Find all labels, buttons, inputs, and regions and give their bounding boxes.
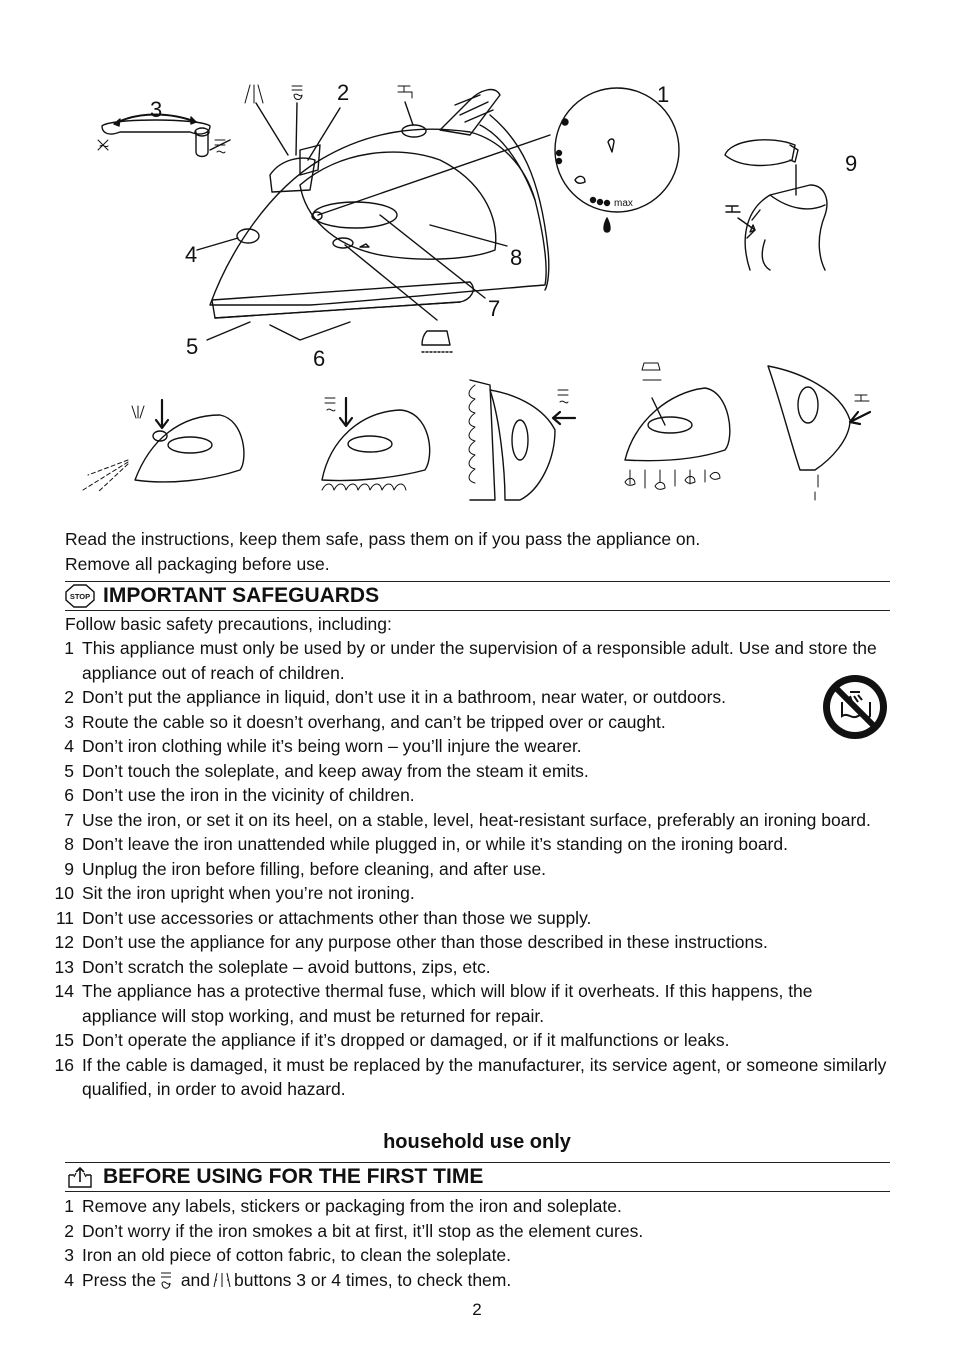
list-item: 11 Don’t use accessories or attachments other than those we supply. [55,907,592,928]
list-item: 9 Unplug the iron before filling, before cleaning, and after use. [64,858,547,879]
list-item: 2 Don’t put the appliance in liquid, don’t use it in a bathroom, near water, or outdoors. [64,687,727,707]
stop-icon [65,584,95,608]
list-item: 15 Don’t operate the appliance if it’s dropped or damaged, or if it malfunctions or leaks. [54,1030,730,1050]
callout-5: 5 [186,334,199,359]
callout-7: 7 [488,296,501,321]
list-item: 8 Don’t leave the iron unattended while plugged in, or while it’s standing on the ironing board. [64,834,788,854]
callout-2: 2 [337,80,350,105]
list-item: 3 Route the cable so it doesn’t overhang, and can’t be tripped over or caught. [64,711,666,732]
first-time-list [0,1194,892,1295]
list-item: 1 Remove any labels, stickers or packaging from the iron and soleplate. [64,1196,622,1216]
callout-6: 6 [313,346,326,371]
list-item: 2 Don’t worry if the iron smokes a bit at first, it’ll stop as the element cures. [64,1220,644,1241]
list-item: 12 Don’t use the appliance for any purpose other than those described in these instructions. [54,932,768,952]
callout-1: 1 [657,82,670,107]
spray-icon [213,1271,231,1296]
dial-max-label: max [614,198,633,209]
first-time-title: BEFORE USING FOR THE FIRST TIME [103,1165,484,1188]
safeguards-list [0,636,892,1102]
callout-9: 9 [845,151,858,176]
list-item: 16 If the cable is damaged, it must be replaced by the manufacturer, its service agent, or someone similarly qualified, in order to avoid hazard. [54,1054,887,1099]
list-item: 7 Use the iron, or set it on its heel, on a stable, level, heat-resistant surface, preferably an ironing board. [64,809,871,830]
unpack-box-icon [65,1165,95,1189]
main-iron-drawing [98,85,550,340]
vertical-steam-drawing [469,380,575,500]
list-item: 14 The appliance has a protective thermal fuse, which will blow if it overheats. If this happens, the appliance will stop working, and must be returned for repair. [54,981,813,1026]
list-item: 1 This appliance must only be used by or under the supervision of a responsible adult. Use and store the appliance out of reach of children. [64,638,877,683]
iron-illustration [0,0,954,520]
empty-tank-drawing [768,366,870,500]
steam-burst-icon [159,1271,173,1296]
intro-text [65,527,895,576]
self-clean-drawing [625,363,730,489]
callout-8: 8 [510,245,523,270]
intro-line-2: Remove all packaging before use. [65,553,330,574]
list-item: 13 Don’t scratch the soleplate – avoid buttons, zips, etc. [54,956,491,977]
callout-4: 4 [185,242,198,267]
list-item: 4 Don’t iron clothing while it’s being worn – you’ll injure the wearer. [64,736,582,756]
temperature-dial-drawing [555,88,679,232]
first-time-header [65,1162,890,1192]
no-water-icon [820,672,890,742]
intro-line-1: Read the instructions, keep them safe, pass them on if you pass the appliance on. [65,529,701,549]
self-clean-icon [422,331,452,352]
filling-jug-drawing [725,140,827,270]
list-item: 4 Press the and buttons 3 or 4 times, to check them. [0,1268,892,1296]
household-use-note: household use only [383,1131,571,1153]
callout-3: 3 [150,97,163,122]
list-item: 3 Iron an old piece of cotton fabric, to clean the soleplate. [64,1245,512,1265]
list-item: 10 Sit the iron upright when you’re not ironing. [54,883,415,903]
page-number: 2 [472,1300,482,1319]
svg-text:STOP: STOP [69,592,91,601]
safeguards-header [65,581,890,611]
safeguards-lead: Follow basic safety precautions, including: [65,614,392,634]
list-item: 6 Don’t use the iron in the vicinity of children. [64,785,415,805]
spray-usage-drawing [83,400,244,492]
steam-burst-drawing [322,398,430,490]
safeguards-title: IMPORTANT SAFEGUARDS [103,584,380,607]
list-item: 5 Don’t touch the soleplate, and keep away from the steam it emits. [64,760,589,781]
